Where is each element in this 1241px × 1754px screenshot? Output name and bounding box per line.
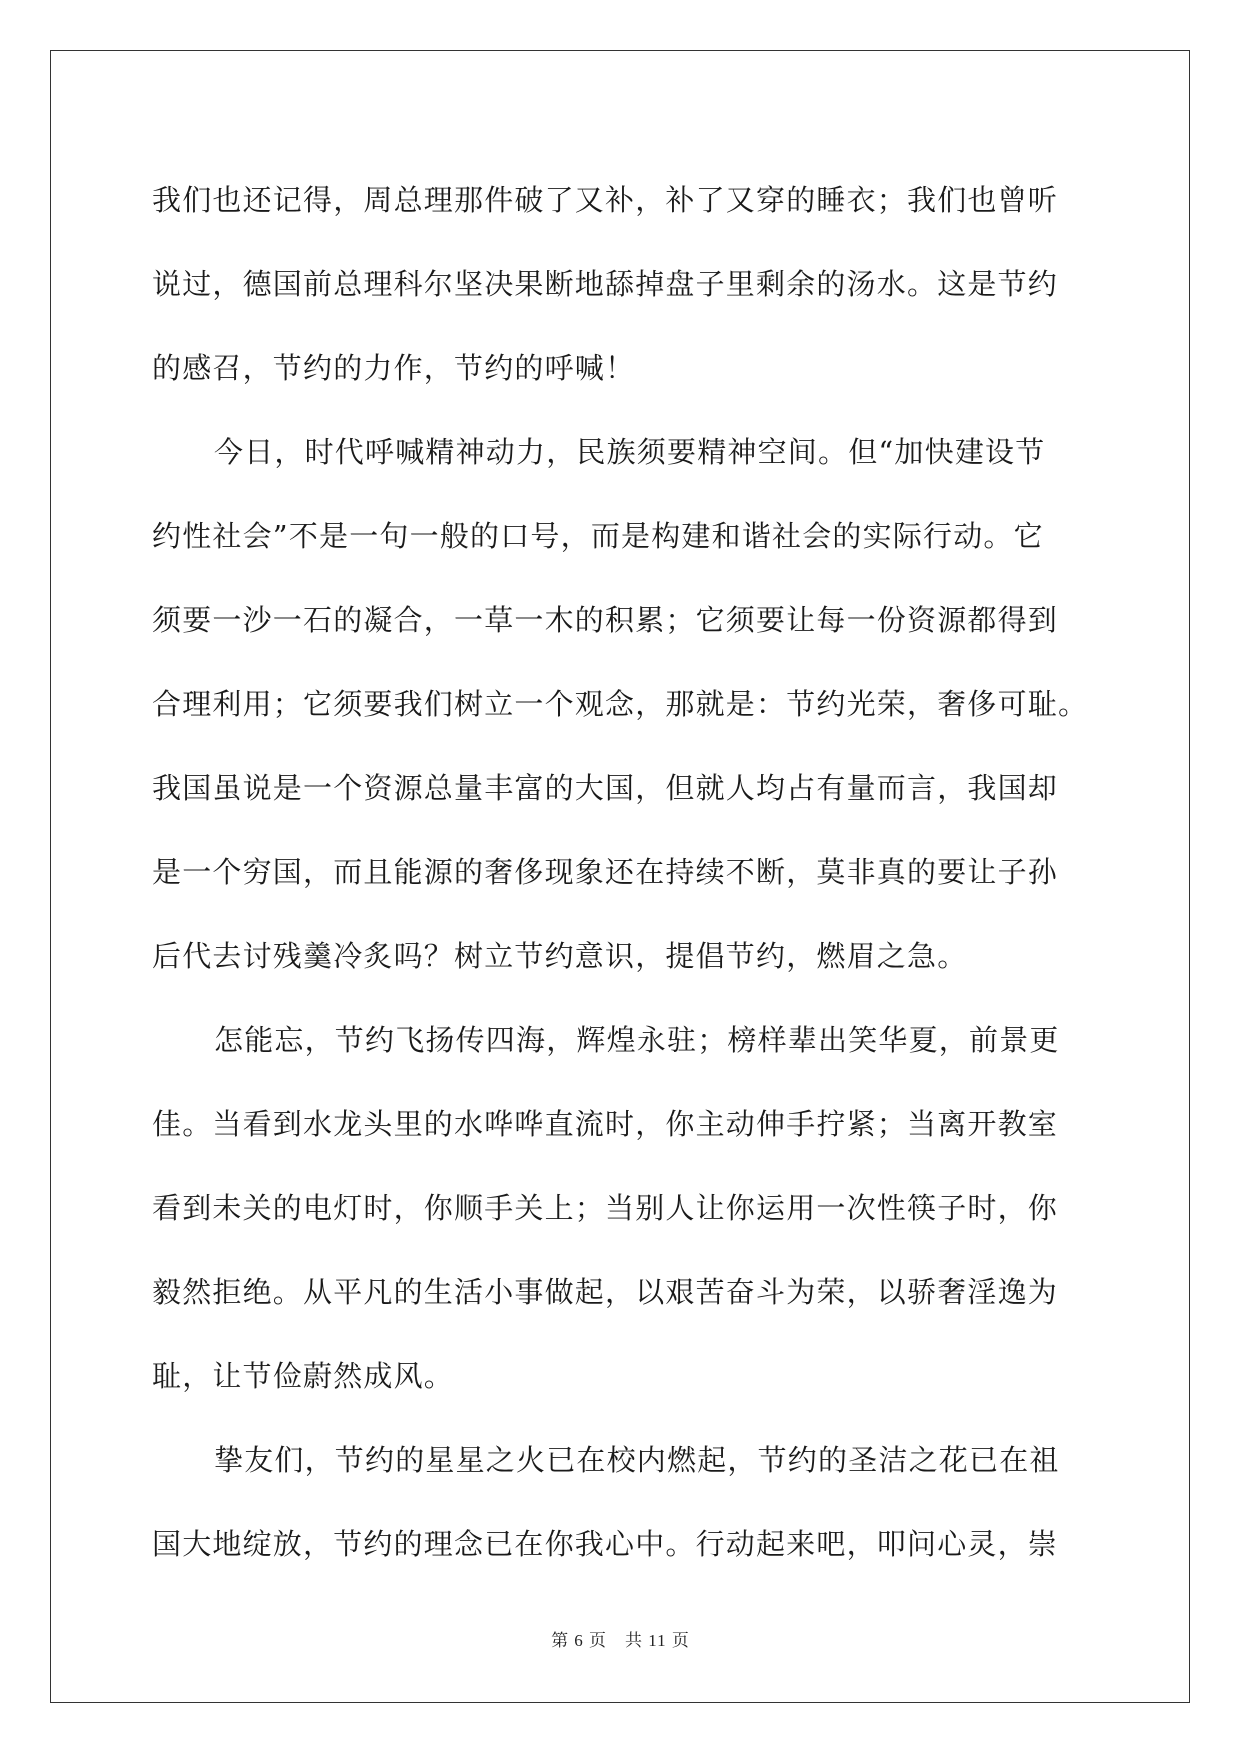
text-line: 国大地绽放，节约的理念已在你我心中。行动起来吧，叩问心灵，崇 — [152, 1527, 1059, 1561]
text-line: 约性社会”不是一句一般的口号，而是构建和谐社会的实际行动。它 — [152, 519, 1044, 553]
text-line: 毅然拒绝。从平凡的生活小事做起，以艰苦奋斗为荣，以骄奢淫逸为 — [152, 1275, 1059, 1309]
text-line: 怎能忘，节约飞扬传四海，辉煌永驻；榜样辈出笑华夏，前景更 — [214, 1023, 1060, 1057]
text-line: 说过，德国前总理科尔坚决果断地舔掉盘子里剩余的汤水。这是节约 — [152, 267, 1059, 301]
text-line: 耻，让节俭蔚然成风。 — [152, 1359, 455, 1393]
text-line: 须要一沙一石的凝合，一草一木的积累；它须要让每一份资源都得到 — [152, 603, 1059, 637]
text-line: 后代去讨残羹冷炙吗？树立节约意识，提倡节约，燃眉之急。 — [152, 939, 968, 973]
text-line: 是一个穷国，而且能源的奢侈现象还在持续不断，莫非真的要让子孙 — [152, 855, 1059, 889]
text-line: 合理利用；它须要我们树立一个观念，那就是：节约光荣，奢侈可耻。 — [152, 687, 1089, 721]
text-line: 看到未关的电灯时，你顺手关上；当别人让你运用一次性筷子时，你 — [152, 1191, 1059, 1225]
text-line: 佳。当看到水龙头里的水哗哗直流时，你主动伸手拧紧；当离开教室 — [152, 1107, 1059, 1141]
text-line: 挚友们，节约的星星之火已在校内燃起，节约的圣洁之花已在祖 — [214, 1443, 1060, 1477]
document-body — [152, 158, 1092, 1586]
text-line: 我国虽说是一个资源总量丰富的大国，但就人均占有量而言，我国却 — [152, 771, 1059, 805]
text-line: 我们也还记得，周总理那件破了又补，补了又穿的睡衣；我们也曾听 — [152, 183, 1059, 217]
text-line: 的感召，节约的力作，节约的呼喊！ — [152, 351, 636, 385]
page-footer: 第 6 页 共 11 页 — [551, 1631, 690, 1650]
text-line: 今日，时代呼喊精神动力，民族须要精神空间。但“加快建设节 — [214, 435, 1046, 469]
